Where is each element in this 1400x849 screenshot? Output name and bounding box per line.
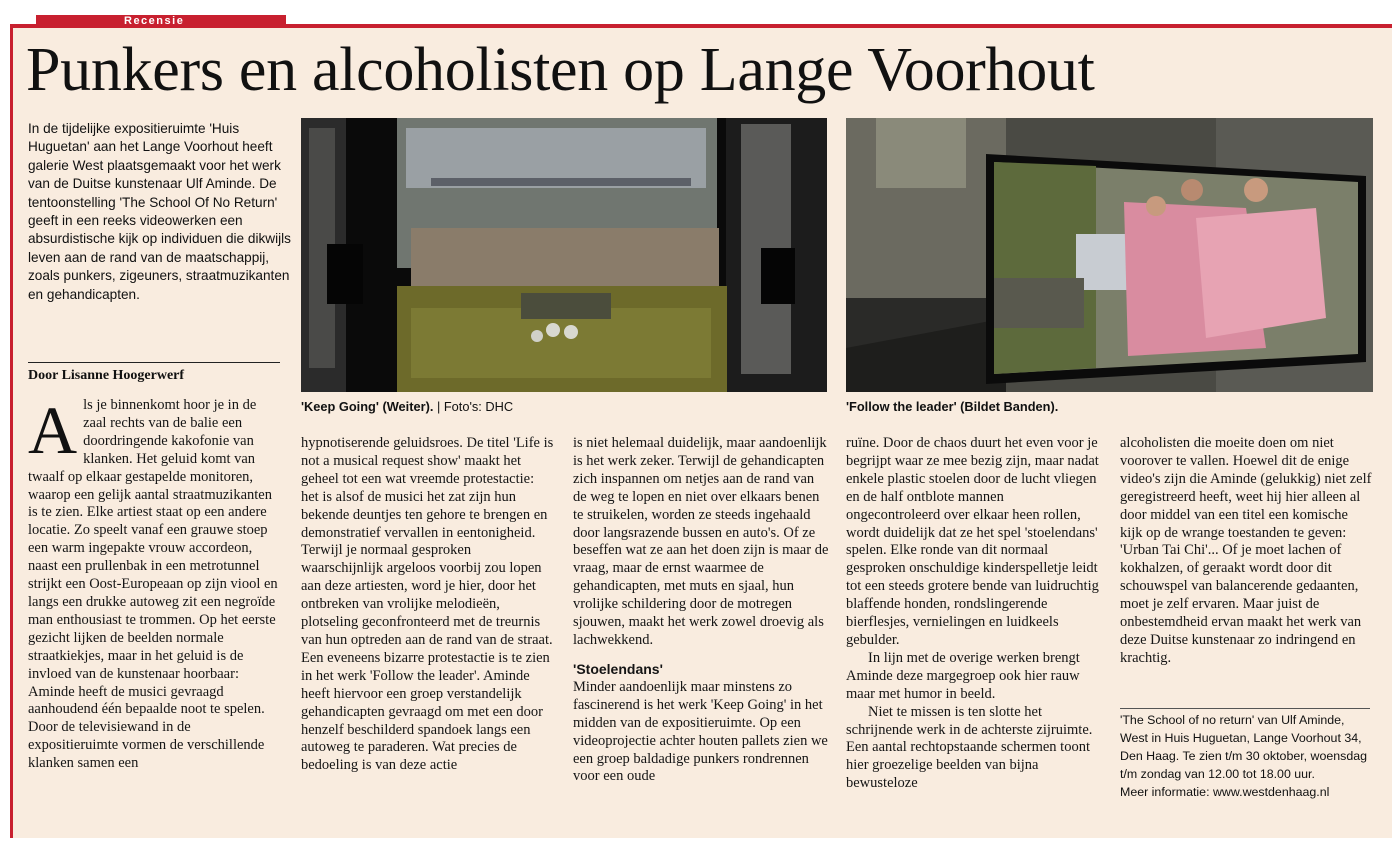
subheading: 'Stoelendans' (573, 660, 663, 677)
section-label: Recensie (36, 15, 286, 28)
body-column-2 (301, 435, 555, 775)
body-text: alcoholisten die moeite doen om niet voorover te vallen. Hoewel dit de enige video's zijn die Aminde (gelukkig) niet zelf geregistreerd heeft, weet hij hier alleen al door middel van een titel een komische kijk op de wrange toestanden te geven: 'Urban Tai Chi'... Of je moet lachen of kokhalzen, of geraakt wordt door dit schouwspel van balancerende gedaanten, moet je zelf ervaren. Maar juist de onbestemdheid ervan maakt het werk van deze Duitse kunstenaar zo indringend en krachtig. (1120, 435, 1372, 666)
photo-follow-the-leader (846, 118, 1373, 392)
body-column-4 (846, 435, 1100, 793)
body-text: ruïne. Door de chaos duurt het even voor je begrijpt waar ze mee bezig zijn, maar nadat enkele plastic stoelen door de lucht vliegen en de half ontblote mannen ongecontroleerd over elkaar heen rollen, wordt duidelijk dat ze het spel 'stoelendans' spelen. Elke ronde van dit normaal gesproken onschuldige kinderspelletje leidt tot een steeds grotere bende van luidruchtig blaffende honden, rondslingerende bierflesjes, vernielingen en luidkeels gebulder. (846, 435, 1099, 648)
info-box (1120, 712, 1370, 802)
drop-cap: A (28, 392, 78, 468)
exhibition-info: 'The School of no return' van Ulf Aminde, West in Huis Huguetan, Lange Voorhout 34, Den Haag. Te zien t/m 30 oktober, woensdag t/m zondag van 12.00 tot 18.00 uur. (1120, 713, 1368, 781)
more-info-link[interactable]: Meer informatie: www.westdenhaag.nl (1120, 784, 1330, 799)
caption-follow-the-leader (846, 399, 1058, 415)
body-text: hypnotiserende geluidsroes. De titel 'Life is not a musical request show' maakt het geheel tot een wat vreemde protestactie: het is alsof de musici het zat zijn hun bekende deuntjes ten gehore te brengen en demonstratief vervallen in eentonigheid. Terwijl je normaal gesproken waarschijnlijk argeloos voorbij zou lopen aan deze artiesten, word je hier, door het ontbreken van vrolijke melodieën, plotseling geconfronteerd met de treurnis van hun optreden aan de rand van de straat. Een eveneens bizarre protestactie is te zien in het werk 'Follow the leader'. Aminde heeft hiervoor een groep verstandelijk gehandicapten gevraagd om met een door henzelf beschilderd spandoek langs een autoweg te paraderen. Wat precies de bedoeling is van deze actie (301, 435, 554, 774)
caption-title: 'Keep Going' (Weiter). (301, 399, 434, 414)
byline-divider (28, 362, 280, 363)
headline: Punkers en alcoholisten op Lange Voorhout (26, 36, 1095, 104)
body-text: is niet helemaal duidelijk, maar aandoenlijk is het werk zeker. Terwijl de gehandicapten zich inspannen om netjes aan de rand van de weg te lopen en niet over elkaars benen te struikelen, worden ze steeds ingehaald door langsrazende bussen en auto's. Of ze beseffen wat ze aan het doen zijn is maar de vraag, maar de ernst waarmee de gehandicapten, met muts en sjaal, hun vrolijke schildering door de motregen sjouwen, maakt het werk zowel droevig als lachwekkend. (573, 435, 829, 648)
body-text: Minder aandoenlijk maar minstens zo fascinerend is het werk 'Keep Going' in het midden van de expositieruimte. Op een videoprojectie achter houten pallets zien we een groep baldadige punkers rondrennen voor een oude (573, 678, 828, 785)
body-text: In lijn met de overige werken brengt Aminde deze margegroep ook hier rauw maar met humor in beeld. (846, 649, 1080, 702)
body-text: ls je binnenkomt hoor je in de zaal rechts van de balie een doordringende kakofonie van klanken. Het geluid komt van twaalf op elkaar gestapelde monitoren, waarop een gelijk aantal straatmuzikanten is te zien. Elke artiest staat op een andere locatie. Zo speelt vanaf een grauwe stoep een warm ingepakte vrouw accordeon, naast een prullenbak in een metrotunnel strijkt een Oost-Europeaan op zijn viool en langs een drukke autoweg zit een negroïde man enthousiast te trommen. Op het eerste gezicht lijken de beelden normale straatkiekjes, maar in het geluid is de invloed van de kunstenaar hoorbaar: Aminde heeft de musici gevraagd aanhoudend één bepaalde noot te spelen. Door de televisiewand in de expositieruimte vormen de verschillende klanken samen een (28, 397, 278, 772)
body-column-5 (1120, 435, 1372, 668)
body-column-1 (28, 392, 282, 773)
photo-credit: | Foto's: DHC (433, 399, 514, 414)
caption-title: 'Follow the leader' (Bildet Banden). (846, 399, 1059, 414)
caption-keep-going (301, 399, 513, 415)
intro-paragraph: In de tijdelijke expositieruimte 'Huis Huguetan' aan het Lange Voorhout heeft galerie West plaatsgemaakt voor het werk van de Duitse kunstenaar Ulf Aminde. De tentoonstelling 'The School Of No Return' geeft in een reeks videowerken een absurdistische kijk op individuen die dikwijls leven aan de rand van de maatschappij, zoals punkers, zigeuners, straatmuzikanten en gehandicapten. (28, 121, 291, 302)
photo-keep-going (301, 118, 827, 392)
body-column-3 (573, 435, 829, 786)
body-text: Niet te missen is ten slotte het schrijnende werk in de achterste zijruimte. Een aantal rechtopstaande schermen toont hier groezelige beelden van bijna bewusteloze (846, 703, 1093, 792)
byline: Door Lisanne Hoogerwerf (28, 368, 185, 383)
info-divider (1120, 708, 1370, 709)
